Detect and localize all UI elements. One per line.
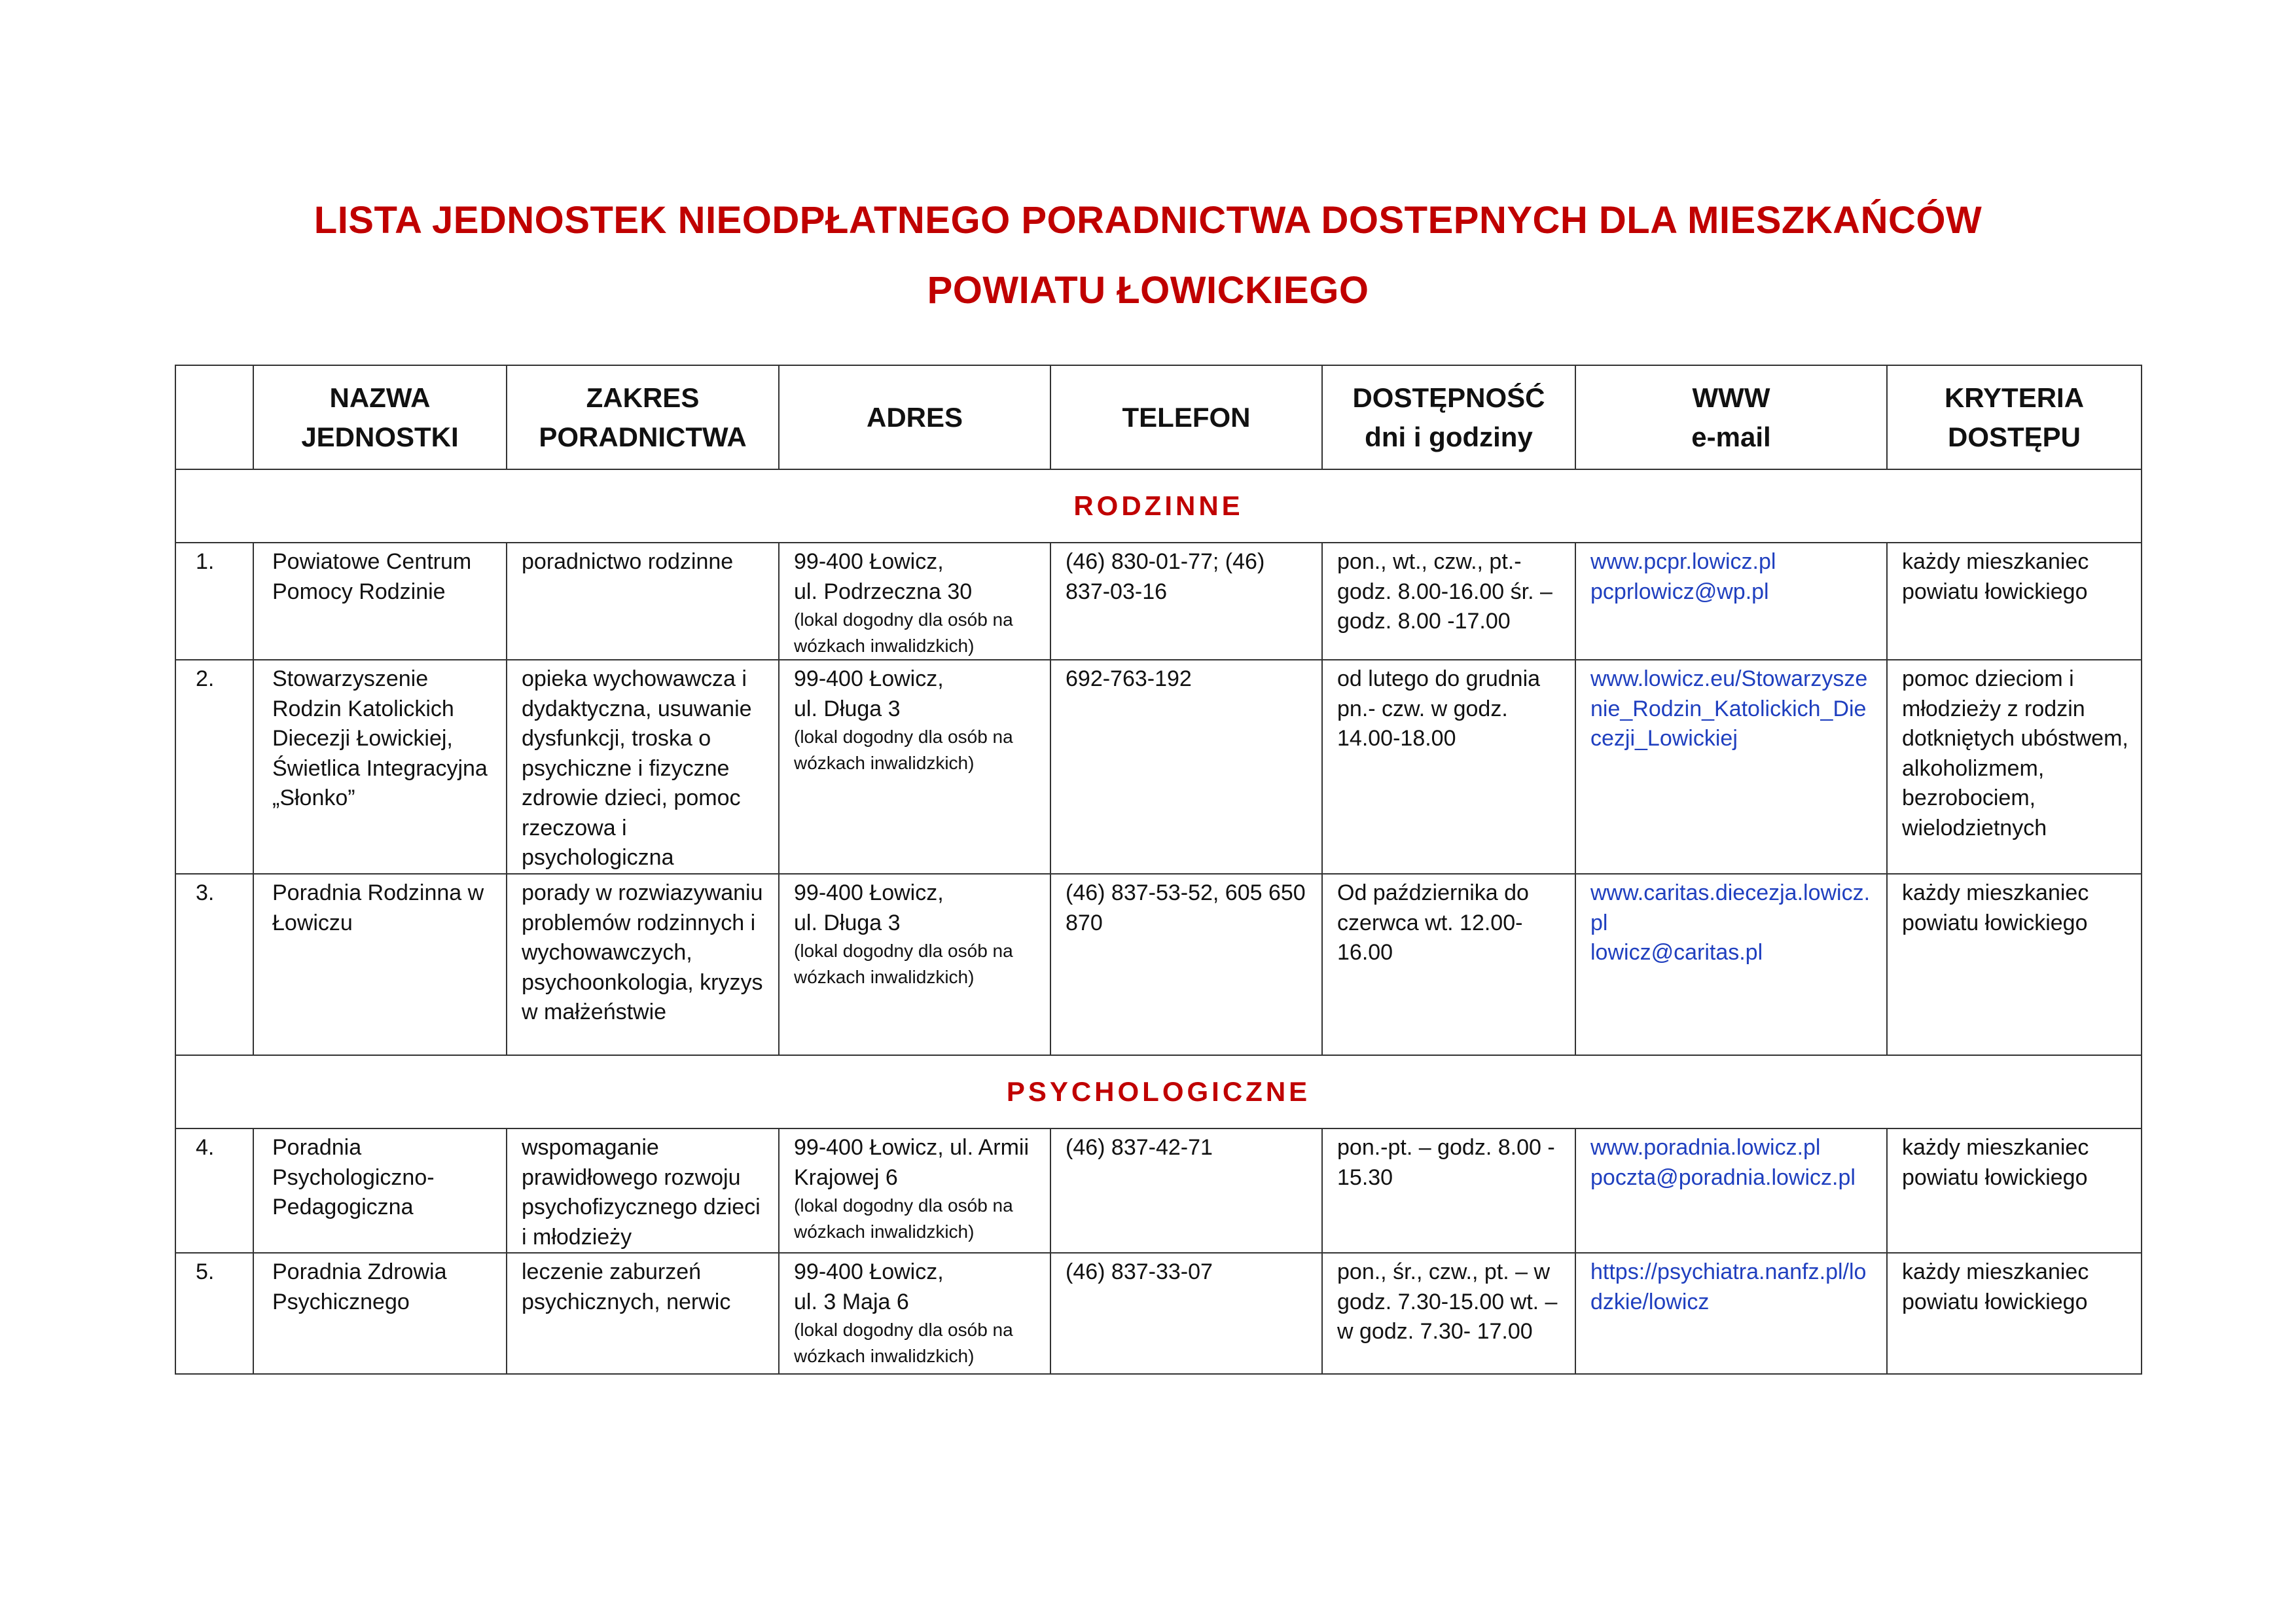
counseling-scope: poradnictwo rodzinne [522, 549, 734, 574]
header-availability-line-1: DOSTĘPNOŚĆ [1352, 382, 1545, 413]
row-number: 2. [196, 666, 215, 691]
header-availability-line-2: dni i godziny [1365, 421, 1533, 452]
address-cell [780, 875, 1050, 990]
address: 99-400 Łowicz, ul. Podrzeczna 30 [794, 549, 973, 604]
website-link[interactable]: www.poradnia.lowicz.pl [1590, 1135, 1821, 1160]
header-scope [507, 365, 779, 469]
address-cell [780, 543, 1050, 659]
address-note: (lokal dogodny dla osób na wózkach inwalidzkich) [794, 1320, 1013, 1366]
address-cell [780, 660, 1050, 776]
unit-name: Poradnia Psychologiczno- Pedagogiczna [272, 1135, 435, 1219]
address-note: (lokal dogodny dla osób na wózkach inwalidzkich) [794, 727, 1013, 773]
address: 99-400 Łowicz, ul. 3 Maja 6 [794, 1259, 944, 1314]
header-www-line-2: e-mail [1691, 421, 1771, 452]
www-email-cell [1576, 875, 1886, 968]
access-criteria: każdy mieszkaniec powiatu łowickiego [1902, 549, 2089, 604]
address-note: (lokal dogodny dla osób na wózkach inwalidzkich) [794, 609, 1013, 656]
header-scope-line-1: ZAKRES [586, 382, 700, 413]
website-link[interactable]: https://psychiatra.nanfz.pl/lodzkie/lowicz [1590, 1259, 1867, 1314]
access-criteria: każdy mieszkaniec powiatu łowickiego [1902, 1135, 2089, 1190]
header-availability [1322, 365, 1575, 469]
website-link[interactable]: www.lowicz.eu/Stowarzyszenie_Rodzin_Katolickich_Diecezji_Lowickiej [1590, 666, 1868, 751]
phone: 692-763-192 [1066, 666, 1192, 691]
row-number: 4. [196, 1135, 215, 1160]
header-criteria [1887, 365, 2142, 469]
section-row-psychologiczne [175, 1055, 2142, 1128]
availability: pon., wt., czw., pt.- godz. 8.00-16.00 śr. – godz. 8.00 -17.00 [1337, 549, 1552, 634]
header-num [175, 365, 253, 469]
table-row [175, 1128, 2142, 1253]
row-number: 3. [196, 880, 215, 905]
section-heading-psychologiczne: PSYCHOLOGICZNE [175, 1055, 2142, 1128]
section-heading-rodzinne: RODZINNE [175, 469, 2142, 543]
address: 99-400 Łowicz, ul. Długa 3 [794, 880, 944, 935]
phone: (46) 837-53-52, 605 650 870 [1066, 880, 1306, 935]
table-row [175, 1253, 2142, 1374]
address: 99-400 Łowicz, ul. Długa 3 [794, 666, 944, 721]
address-note: (lokal dogodny dla osób na wózkach inwalidzkich) [794, 1195, 1013, 1242]
header-www-line-1: WWW [1692, 382, 1770, 413]
header-name [253, 365, 507, 469]
section-row-rodzinne [175, 469, 2142, 543]
website-link[interactable]: www.caritas.diecezja.lowicz.pl [1590, 880, 1871, 935]
table-row [175, 660, 2142, 874]
access-criteria: każdy mieszkaniec powiatu łowickiego [1902, 880, 2089, 935]
www-email-cell [1576, 660, 1886, 754]
page-title-line-1: LISTA JEDNOSTEK NIEODPŁATNEGO PORADNICTWA DOSTEPNYCH DLA MIESZKAŃCÓW [314, 199, 1982, 242]
www-email-cell [1576, 1129, 1886, 1193]
header-name-line-1: NAZWA [329, 382, 431, 413]
address: 99-400 Łowicz, ul. Armii Krajowej 6 [794, 1135, 1030, 1190]
www-email-cell [1576, 1254, 1886, 1317]
row-number: 5. [196, 1259, 215, 1284]
availability: pon.-pt. – godz. 8.00 - 15.30 [1337, 1135, 1555, 1190]
page-title-line-2: POWIATU ŁOWICKIEGO [927, 269, 1369, 312]
counseling-scope: opieka wychowawcza i dydaktyczna, usuwanie dysfunkcji, troska o psychiczne i fizyczne zdrowie dzieci, pomoc rzeczowa i psychologiczna [522, 666, 752, 870]
header-name-line-2: JEDNOSTKI [301, 421, 459, 452]
unit-name: Powiatowe Centrum Pomocy Rodzinie [272, 549, 472, 604]
access-criteria: pomoc dzieciom i młodzieży z rodzin dotkniętych ubóstwem, alkoholizmem, bezrobociem, wielodzietnych [1902, 666, 2128, 840]
header-phone [1050, 365, 1322, 469]
unit-name: Stowarzyszenie Rodzin Katolickich Diecezji Łowickiej, Świetlica Integracyjna „Słonko” [272, 666, 488, 810]
header-criteria-line-2: DOSTĘPU [1947, 421, 2081, 452]
counseling-units-table [175, 365, 2142, 1375]
header-criteria-line-1: KRYTERIA [1944, 382, 2085, 413]
counseling-scope: leczenie zaburzeń psychicznych, nerwic [522, 1259, 731, 1314]
counseling-scope: porady w rozwiazywaniu problemów rodzinnych i wychowawczych, psychoonkologia, kryzys w małżeństwie [522, 880, 763, 1024]
phone: (46) 837-33-07 [1066, 1259, 1213, 1284]
header-www-email [1575, 365, 1887, 469]
email-link[interactable]: poczta@poradnia.lowicz.pl [1590, 1164, 1856, 1190]
table-row [175, 874, 2142, 1055]
address-cell [780, 1129, 1050, 1245]
phone: (46) 837-42-71 [1066, 1135, 1213, 1160]
phone: (46) 830-01-77; (46) 837-03-16 [1066, 549, 1265, 604]
table-header-row [175, 365, 2142, 469]
availability: pon., śr., czw., pt. – w godz. 7.30-15.00 wt. – w godz. 7.30- 17.00 [1337, 1259, 1558, 1344]
www-email-cell [1576, 543, 1886, 607]
email-link[interactable]: pcprlowicz@wp.pl [1590, 579, 1769, 604]
unit-name: Poradnia Zdrowia Psychicznego [272, 1259, 447, 1314]
header-phone-label: TELEFON [1122, 401, 1251, 433]
row-number: 1. [196, 549, 215, 574]
website-link[interactable]: www.pcpr.lowicz.pl [1590, 549, 1776, 574]
email-link[interactable]: lowicz@caritas.pl [1590, 940, 1763, 965]
availability: Od października do czerwca wt. 12.00-16.00 [1337, 880, 1529, 965]
availability: od lutego do grudnia pn.- czw. w godz. 14.00-18.00 [1337, 666, 1541, 751]
table-row [175, 543, 2142, 660]
header-address [779, 365, 1050, 469]
header-address-label: ADRES [866, 401, 963, 433]
header-scope-line-2: PORADNICTWA [539, 421, 747, 452]
access-criteria: każdy mieszkaniec powiatu łowickiego [1902, 1259, 2089, 1314]
address-cell [780, 1254, 1050, 1369]
counseling-scope: wspomaganie prawidłowego rozwoju psychofizycznego dzieci i młodzieży [522, 1135, 761, 1250]
address-note: (lokal dogodny dla osób na wózkach inwalidzkich) [794, 941, 1013, 987]
unit-name: Poradnia Rodzinna w Łowiczu [272, 880, 484, 935]
